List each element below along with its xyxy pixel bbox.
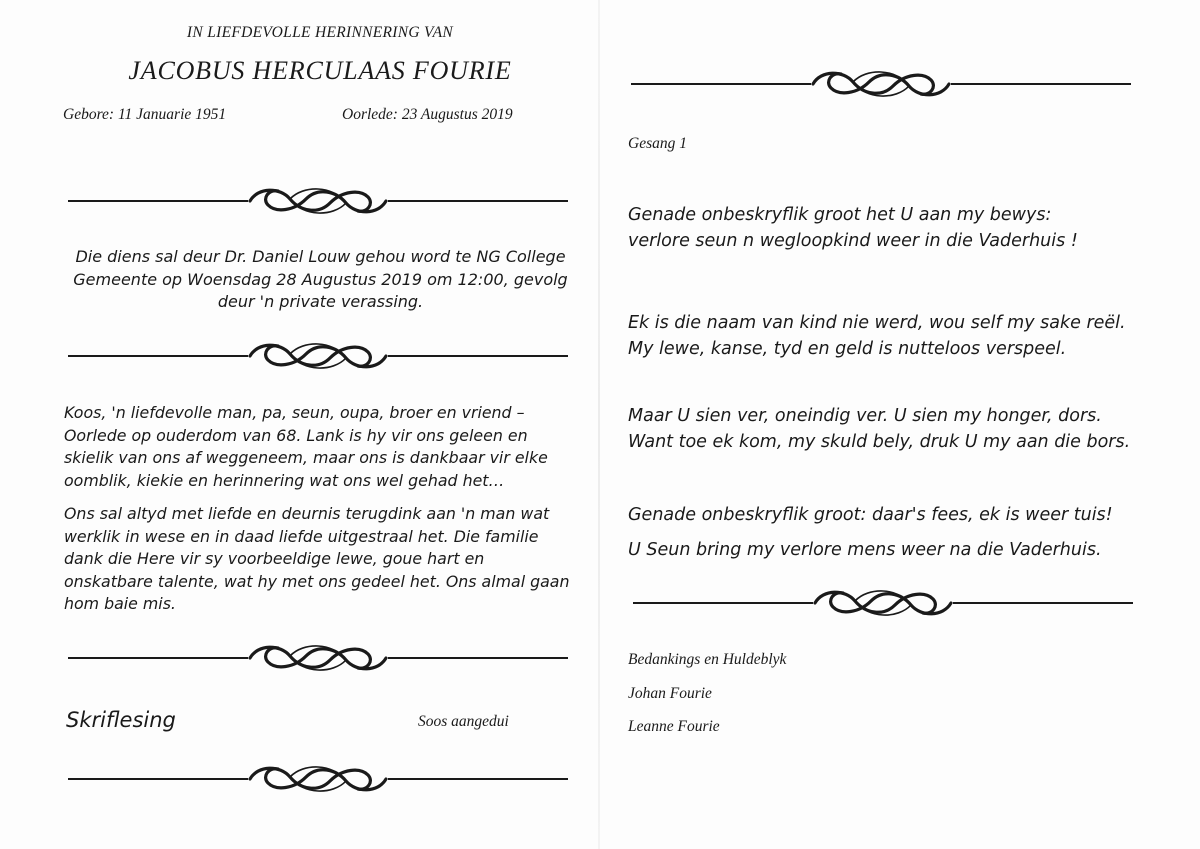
ornamental-divider [68, 336, 568, 376]
acknowledgements-title: Bedankings en Huldeblyk [628, 651, 787, 668]
flourish-icon [633, 583, 1133, 623]
ornamental-divider [68, 759, 568, 799]
hymn-verse-4-line-2: U Seun bring my verlore mens weer na die Vaderhuis. [628, 540, 1102, 560]
death-date: Oorlede: 23 Augustus 2019 [342, 106, 513, 123]
page-fold [598, 0, 600, 849]
hymn-verse-4-line-1: Genade onbeskryflik groot: daar's fees, ek is weer tuis! [628, 505, 1113, 525]
hymn-verse-3: Maar U sien ver, oneindig ver. U sien my honger, dors. Want toe ek kom, my skuld bely, druk U my aan die bors. [628, 406, 1131, 452]
tribute-paragraph-2: Ons sal altyd met liefde en deurnis terugdink aan 'n man wat werklik in wese en in daad liefde uitgestraal het. Die familie dank die Here vir sy voorbeeldige lewe, goue hart en onskatbare talente, wat hy met ons gedeel het. Ons almal gaan hom baie mis. [64, 504, 570, 613]
acknowledgement-name-1: Johan Fourie [628, 685, 712, 702]
ornamental-divider [68, 181, 568, 221]
ornamental-divider [633, 583, 1133, 623]
scripture-reading-note: Soos aangedui [418, 713, 509, 730]
flourish-icon [68, 759, 568, 799]
flourish-icon [68, 638, 568, 678]
hymn-title: Gesang 1 [628, 135, 687, 152]
deceased-name: JACOBUS HERCULAAS FOURIE [128, 56, 512, 85]
service-details: Die diens sal deur Dr. Daniel Louw gehou word te NG College Gemeente op Woensdag 28 Augustus 2019 om 12:00, gevolg deur 'n private verassing. [73, 247, 568, 311]
scripture-reading-title: Skriflesing [66, 708, 176, 732]
flourish-icon [68, 336, 568, 376]
ornamental-divider [68, 638, 568, 678]
birth-date: Gebore: 11 Januarie 1951 [63, 106, 227, 123]
hymn-verse-2: Ek is die naam van kind nie werd, wou self my sake reël. My lewe, kanse, tyd en geld is nutteloos verspeel. [628, 313, 1126, 359]
hymn-verse-1: Genade onbeskryflik groot het U aan my bewys: verlore seun n wegloopkind weer in die Vaderhuis ! [628, 205, 1078, 251]
flourish-icon [631, 64, 1131, 104]
flourish-icon [68, 181, 568, 221]
memorial-header: IN LIEFDEVOLLE HERINNERING VAN [186, 24, 454, 41]
tribute-paragraph-1: Koos, 'n liefdevolle man, pa, seun, oupa, broer en vriend – Oorlede op ouderdom van 68. Lank is hy vir ons geleen en skielik van ons af weggeneem, maar ons is dankbaar vir elke oomblik, kiekie en herinnering wat ons wel gehad het… [64, 403, 548, 490]
acknowledgement-name-2: Leanne Fourie [628, 718, 720, 735]
ornamental-divider [631, 64, 1131, 104]
